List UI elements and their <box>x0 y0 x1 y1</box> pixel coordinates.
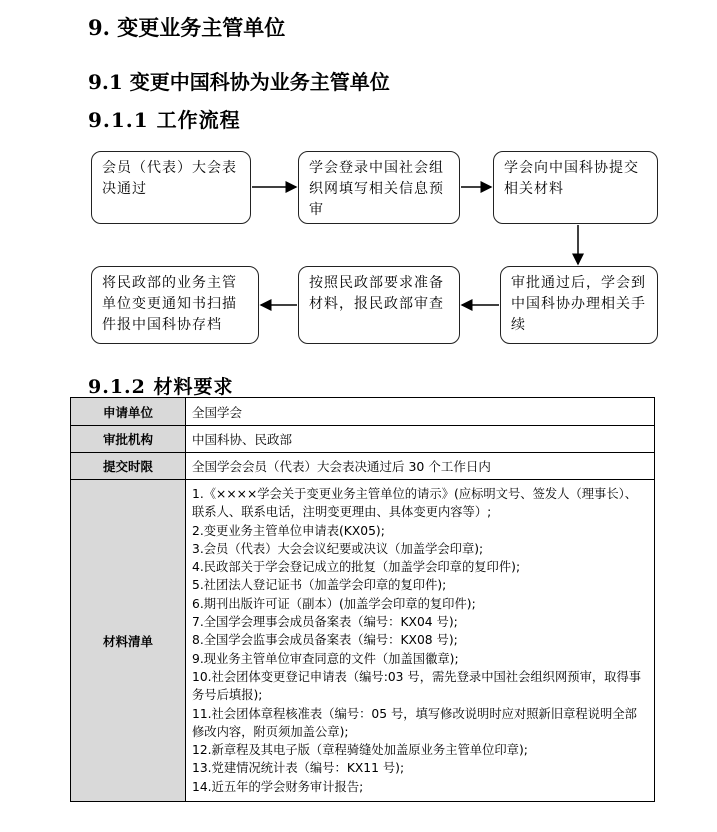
list-item: 5.社团法人登记证书（加盖学会印章的复印件); <box>192 578 447 593</box>
row-label: 审批机构 <box>71 426 186 453</box>
flow-step-5-text: 按照民政部要求准备材料，报民政部审查 <box>309 275 444 312</box>
flow-step-3-text: 学会向中国科协提交相关材料 <box>504 160 639 197</box>
list-item: 13.党建情况统计表（编号：KX11 号); <box>192 761 405 776</box>
flow-step-1-text: 会员（代表）大会表决通过 <box>102 160 237 197</box>
list-item: 8.全国学会监事会成员备案表（编号：KX08 号); <box>192 633 458 648</box>
workflow-heading: 9.1.1 工作流程 <box>88 108 241 132</box>
table-row <box>71 453 655 480</box>
materials-label: 材料清单 <box>71 480 186 802</box>
flow-step-5 <box>298 266 460 344</box>
flow-step-2 <box>298 151 460 224</box>
section-title: 9. 变更业务主管单位 <box>88 15 286 40</box>
flow-step-3 <box>493 151 658 224</box>
list-item: 11.社会团体章程核准表（编号：05 号，填写修改说明时应对照新旧章程说明全部修改内容，附页须加盖公章); <box>192 706 637 739</box>
table-row <box>71 480 655 802</box>
list-item: 14.近五年的学会财务审计报告; <box>192 779 364 794</box>
flow-step-4 <box>500 266 658 344</box>
row-value: 全国学会会员（代表）大会表决通过后 30 个工作日内 <box>186 453 655 480</box>
table-row <box>71 426 655 453</box>
flow-step-2-text: 学会登录中国社会组织网填写相关信息预审 <box>309 160 444 218</box>
row-label: 提交时限 <box>71 453 186 480</box>
flow-step-6 <box>91 266 259 344</box>
flow-step-6-text: 将民政部的业务主管单位变更通知书扫描件报中国科协存档 <box>102 275 237 333</box>
list-item: 7.全国学会理事会成员备案表（编号：KX04 号); <box>192 615 458 630</box>
flow-step-1 <box>91 151 251 224</box>
row-value: 全国学会 <box>186 398 655 426</box>
list-item: 9.现业务主管单位审查同意的文件（加盖国徽章); <box>192 651 459 666</box>
materials-list <box>192 483 648 798</box>
list-item: 1.《××××学会关于变更业务主管单位的请示》(应标明文号、签发人（理事长）、联系人、联系电话，注明变更理由、具体变更内容等）; <box>192 486 638 520</box>
subsection-title: 9.1 变更中国科协为业务主管单位 <box>88 70 390 94</box>
list-item: 3.会员（代表）大会会议纪要或决议（加盖学会印章); <box>192 541 484 556</box>
list-item: 6.期刊出版许可证（副本）(加盖学会印章的复印件); <box>192 596 476 611</box>
materials-heading: 9.1.2 材料要求 <box>88 376 234 398</box>
list-item: 10.社会团体变更登记申请表（编号:03 号，需先登录中国社会组织网预审，取得事务号后填报); <box>192 669 642 703</box>
row-value: 中国科协、民政部 <box>186 426 655 453</box>
requirements-table <box>70 397 655 802</box>
table-row <box>71 398 655 426</box>
list-item: 4.民政部关于学会登记成立的批复（加盖学会印章的复印件); <box>192 560 521 575</box>
list-item: 2.变更业务主管单位申请表(KX05); <box>192 523 385 538</box>
flow-step-4-text: 审批通过后，学会到中国科协办理相关手续 <box>511 275 646 333</box>
list-item: 12.新章程及其电子版（章程骑缝处加盖原业务主管单位印章); <box>192 743 528 758</box>
materials-cell <box>186 480 655 802</box>
row-label: 申请单位 <box>71 398 186 426</box>
